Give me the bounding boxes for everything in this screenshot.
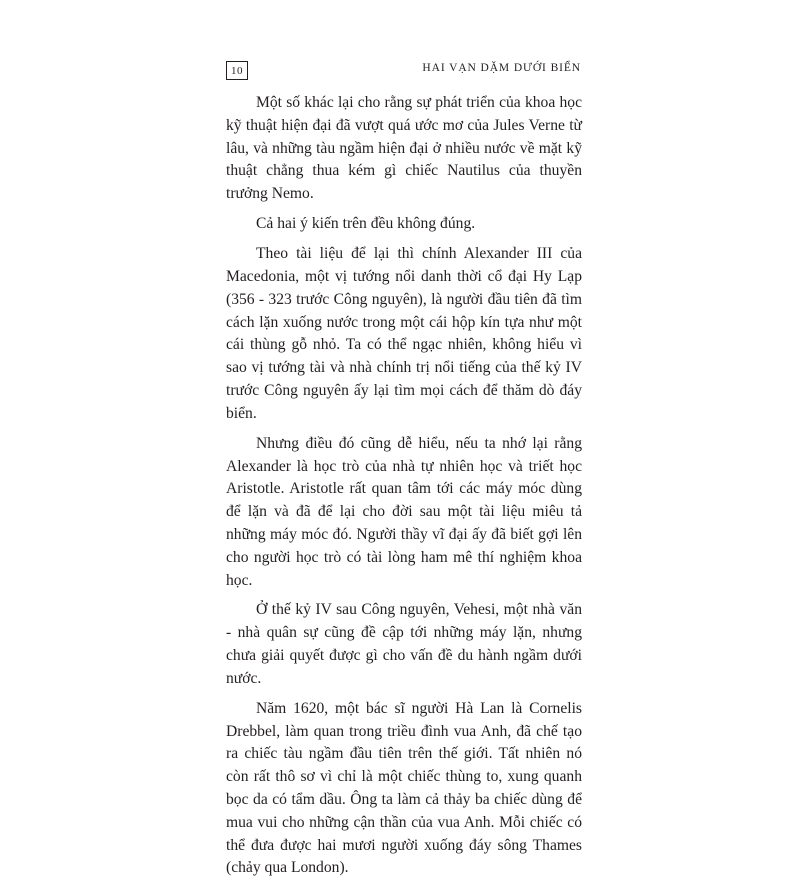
paragraph-6: Năm 1620, một bác sĩ người Hà Lan là Cornelis Drebbel, làm quan trong triều đình vua Anh, đã chế tạo ra chiếc tàu ngầm đầu tiên trên thế giới. Tất nhiên nó còn rất thô sơ vì chỉ là một chiếc thùng to, xung quanh bọc da có tẩm dầu. Ông ta làm cả thảy ba chiếc dùng để mua vui cho những cận thần của vua Anh. Mỗi chiếc có thể đưa được hai mươi người xuống đáy sông Thames (chảy qua London). [226,699,582,877]
paragraph-1: Một số khác lại cho rằng sự phát triển của khoa học kỹ thuật hiện đại đã vượt quá ước mơ của Jules Verne từ lâu, và những tàu ngầm hiện đại ở nhiều nước về mặt kỹ thuật chẳng thua kém gì chiếc Nautilus của thuyền trưởng Nemo. [226,94,582,203]
paragraph-3: Theo tài liệu để lại thì chính Alexander III của Macedonia, một vị tướng nổi danh thời cổ đại Hy Lạp (356 - 323 trước Công nguyên), là người đầu tiên đã tìm cách lặn xuống nước trong một cái hộp kín tựa như một cái thùng gỗ nhỏ. Ta có thể ngạc nhiên, không hiểu vì sao vị tướng tài và nhà chính trị nổi tiếng của thế kỷ IV trước Công nguyên ấy lại tìm mọi cách để thăm dò đáy biển. [226,245,582,422]
running-header: HAI VẠN DẶM DƯỚI BIỂN [422,62,581,74]
page-number [226,61,248,80]
paragraph-4: Nhưng điều đó cũng dễ hiểu, nếu ta nhớ lại rằng Alexander là học trò của nhà tự nhiên học và triết học Aristotle. Aristotle rất quan tâm tới các máy móc dùng để lặn và đã để lại cho đời sau một tài liệu miêu tả những máy móc đó. Người thầy vĩ đại ấy đã biết gợi lên cho người học trò có tài lòng ham mê thí nghiệm khoa học. [226,434,582,589]
page-number-text: 10 [231,64,243,77]
paragraph-2: Cả hai ý kiến trên đều không đúng. [256,215,476,233]
body-text [226,92,582,887]
paragraph-5: Ở thế kỷ IV sau Công nguyên, Vehesi, một nhà văn - nhà quân sự cũng đề cập tới những máy lặn, nhưng chưa giải quyết được gì cho vấn đề du hành ngầm dưới nước. [226,601,582,687]
